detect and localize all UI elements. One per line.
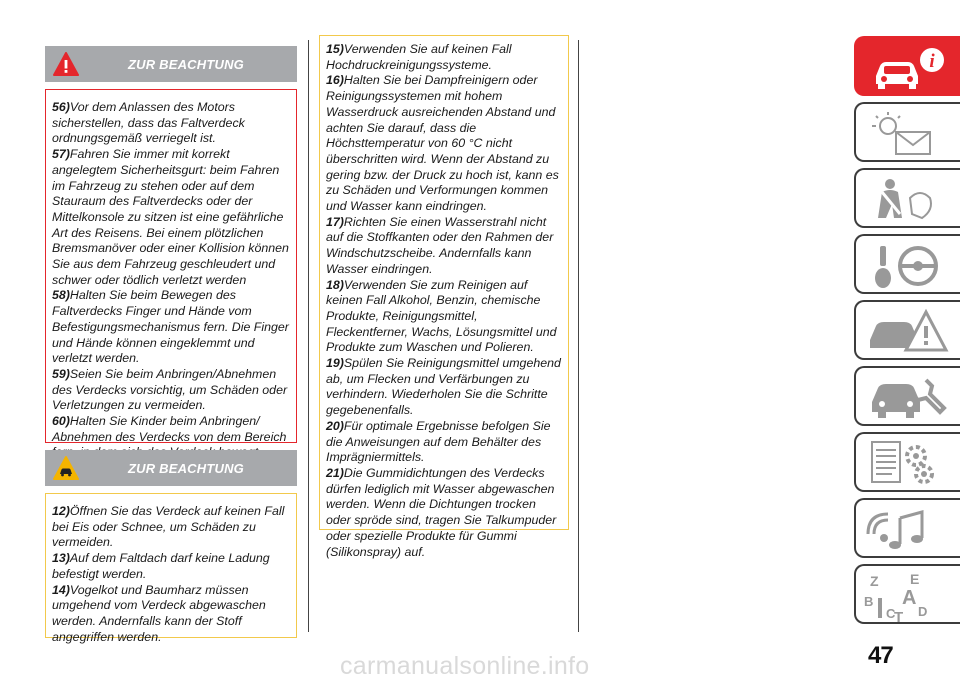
note-60: 60)Halten Sie Kinder beim Anbringen/ Abnehmen des Verdecks von dem Bereich bbox=[52, 414, 287, 444]
note-17: 17)Richten Sie einen Wasserstrahl nicht auf die Stoffkanten oder den Rahmen der Windschutzscheibe. Andernfalls kann Wasser eindringen. bbox=[326, 214, 554, 276]
technical-data-icon bbox=[864, 438, 954, 490]
index-letter-a: A bbox=[902, 587, 917, 609]
multimedia-icon bbox=[864, 504, 954, 556]
warning-triangle-icon bbox=[53, 51, 79, 77]
dashboard-lights-icon bbox=[864, 108, 954, 160]
tab-starting-driving[interactable] bbox=[854, 234, 960, 294]
svg-text:i: i bbox=[929, 51, 935, 72]
tab-maintenance[interactable] bbox=[854, 366, 960, 426]
index-letter-z: Z bbox=[870, 573, 879, 589]
car-service-icon bbox=[864, 372, 954, 424]
caution-notes-box-left bbox=[45, 493, 297, 644]
note-14: 14)Vogelkot und Baumharz müssen umgehend vom Verdeck abgewaschen werden. Andernfalls kann der Stoff angegriffen werden. bbox=[52, 582, 266, 644]
caution-banner-title: ZUR BEACHTUNG bbox=[128, 460, 244, 476]
index-letter-e: E bbox=[910, 571, 920, 587]
note-19: 19)Spülen Sie Reinigungsmittel umgehend ab, um Flecken und Verfärbungen zu verhindern. Wiederholen Sie die Schritte gegebenenfalls. bbox=[326, 356, 561, 418]
index-letter-t: T bbox=[894, 609, 904, 622]
note-21: 21)Die Gummidichtungen des Verdecks dürfen lediglich mit Wasser abgewaschen werden. Wenn die Dichtungen trocken oder spröde sind, tragen Sie Talkumpuder oder spezielle Produkte für Gummi (Silikonspray) auf. bbox=[326, 465, 557, 559]
caution-notes-box-right bbox=[319, 35, 569, 559]
watermark: carmanualsonline.info bbox=[340, 652, 590, 680]
note-20: 20)Für optimale Ergebnisse befolgen Sie die Anweisungen auf dem Behälter des Imprägniermittels. bbox=[326, 418, 551, 465]
note-56: 56)Vor dem Anlassen des Motors sicherstellen, dass das Faltverdeck ordnungsgemäß verriegelt ist. bbox=[52, 100, 245, 146]
tab-safety[interactable] bbox=[854, 168, 960, 228]
tab-emergency[interactable] bbox=[854, 300, 960, 360]
warning-banner-title: ZUR BEACHTUNG bbox=[128, 56, 244, 72]
tab-dashboard[interactable] bbox=[854, 102, 960, 162]
tab-index[interactable] bbox=[854, 564, 960, 624]
index-letter-c: C bbox=[886, 606, 896, 621]
note-13: 13)Auf dem Faltdach darf keine Ladung befestigt werden. bbox=[52, 551, 270, 581]
key-steering-wheel-icon bbox=[864, 240, 954, 292]
warning-notes-box bbox=[45, 89, 297, 443]
note-15: 15)Verwenden Sie auf keinen Fall Hochdruckreinigungssysteme. bbox=[326, 42, 512, 72]
car-warning-icon bbox=[864, 306, 954, 358]
note-59: 59)Seien Sie beim Anbringen/Abnehmen des Verdecks vorsichtig, um Schäden oder Verletzungen zu vermeiden. bbox=[52, 366, 288, 413]
note-58: 58)Halten Sie beim Bewegen des Faltverdecks Finger und Hände vom Befestigungsmechanismus fern. Die Finger und Hände können eingeklemmt und verletzt werden. bbox=[52, 288, 289, 366]
column-divider-right bbox=[578, 40, 579, 632]
index-letter-d: D bbox=[918, 604, 928, 619]
caution-banner bbox=[45, 450, 297, 486]
note-57: 57)Fahren Sie immer mit korrekt angelegtem Sicherheitsgurt: beim Fahren im Fahrzeug zu stehen oder auf dem Stauraum des Faltverdecks oder der Mittelkonsole zu sitzen ist eine gefährliche Art des Reisens. Bei einem plötzlichen Bremsmanöver oder einer Kollision können Sie aus dem Fahrzeug geschleudert und schwer oder tödlich verletzt werden bbox=[52, 147, 289, 287]
alphabetical-index-icon bbox=[864, 570, 954, 622]
page-number: 47 bbox=[868, 642, 893, 669]
note-16: 16)Halten Sie bei Dampfreinigern oder Reinigungssystemen mit hohem Wasserdruck ausreichenden Abstand und achten Sie darauf, dass die Höchsttemperatur von 60 °C nicht überschritten wird. Wenn der Abstand zu gering bzw. der Druck zu hoch ist, kann es zu Schäden und Verformungen kommen und Wasser kann eindringen. bbox=[326, 73, 559, 214]
column-divider-left bbox=[308, 40, 309, 632]
index-letter-b: B bbox=[864, 594, 874, 609]
note-18: 18)Verwenden Sie zum Reinigen auf keinen Fall Alkohol, Benzin, chemische Produkte, Reinigungsmittel, Fleckentferner, Wachs, Lösungsmittel und Produkte zum Waschen und Polieren. bbox=[326, 277, 557, 355]
seatbelt-airbag-icon bbox=[864, 174, 954, 226]
tab-technical-data[interactable] bbox=[854, 432, 960, 492]
tab-multimedia[interactable] bbox=[854, 498, 960, 558]
warning-banner bbox=[45, 46, 297, 82]
note-12: 12)Öffnen Sie das Verdeck auf keinen Fall bei Eis oder Schnee, um Schäden zu vermeiden. bbox=[52, 504, 285, 550]
car-info-icon bbox=[864, 42, 954, 94]
tab-knowing-your-car[interactable] bbox=[854, 36, 960, 96]
car-caution-icon bbox=[53, 455, 79, 481]
